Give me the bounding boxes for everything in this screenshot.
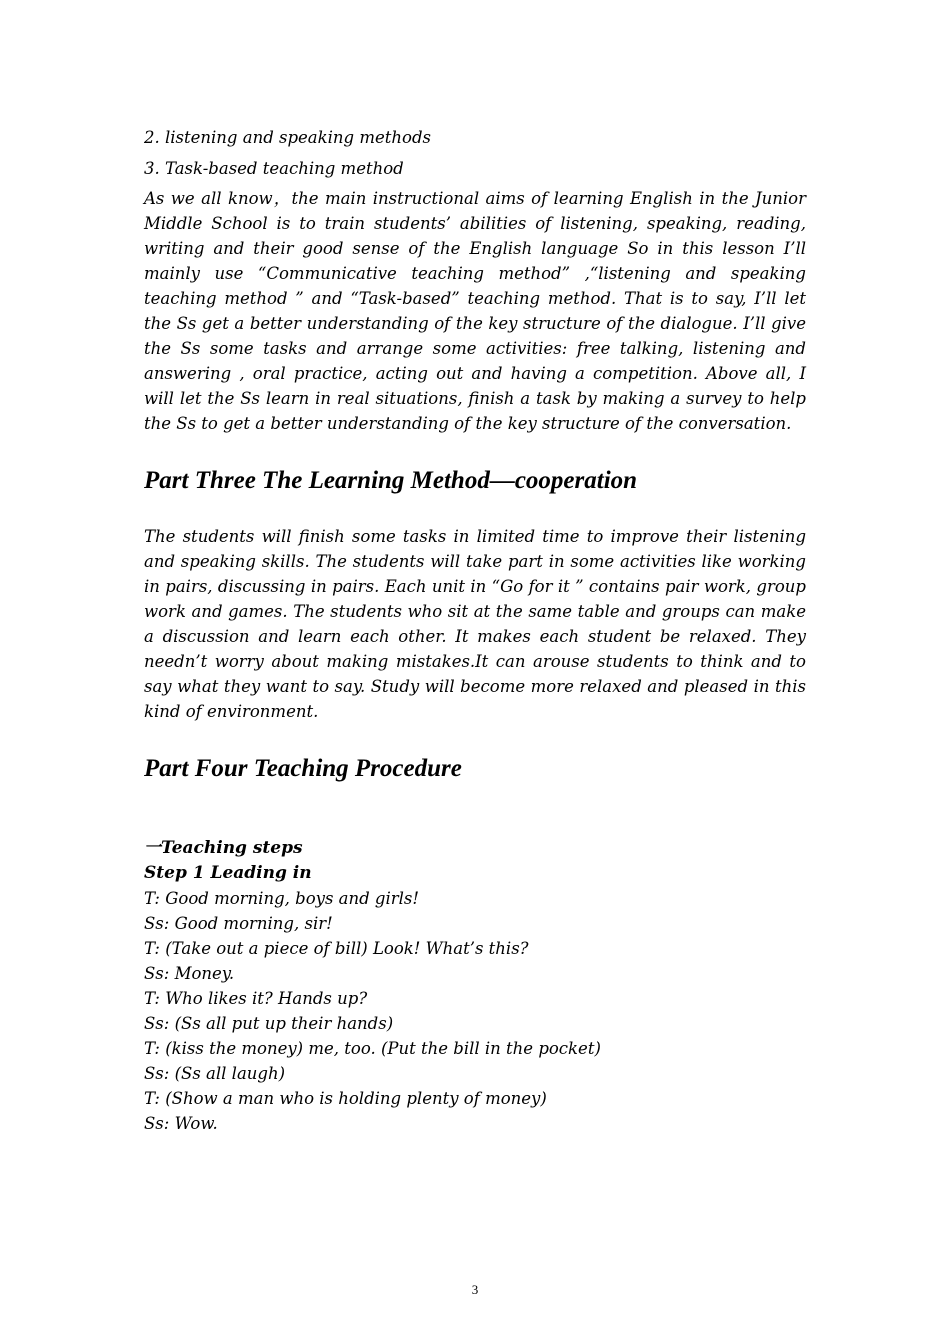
dialogue-line: T: (Show a man who is holding plenty of money)	[144, 1089, 547, 1108]
page-content	[144, 122, 806, 1136]
paragraph-learning-method: The students will finish some tasks in limited time to improve their listening and speaking skills. The students will take part in some activities like working in pairs, discussing in pairs. Each unit in “Go for it ” contains pair work, group work and games. The students who sit at the same table and groups can make a discussion and learn each other. It makes each student be relaxed. They needn’t worry about making mistakes.It can arouse students to think and to say what they want to say. Study will become more relaxed and pleased in this kind of environment.	[144, 527, 806, 721]
dialogue-line: T: (Take out a piece of bill) Look! What’s this?	[144, 939, 529, 958]
dialogue	[144, 886, 806, 1136]
dialogue-line: Ss: (Ss all put up their hands)	[144, 1014, 394, 1033]
list-item: 2. listening and speaking methods	[144, 128, 431, 147]
dialogue-line: Ss: (Ss all laugh)	[144, 1064, 286, 1083]
dialogue-line: Ss: Good morning, sir!	[144, 914, 333, 933]
dialogue-line: Ss: Money.	[144, 964, 235, 983]
teaching-steps-heading: 一Teaching steps	[144, 838, 303, 858]
dialogue-line: T: Who likes it? Hands up?	[144, 989, 368, 1008]
paragraph-teaching-methods: As we all know，the main instructional aims of learning English in the Junior Middle School is to train students’ abilities of listening, speaking, reading, writing and their good sense of the English language So in this lesson I’ll mainly use “Communicative teaching method” ,“listening and speaking teaching method ” and “Task-based” teaching method. That is to say, I’ll let the Ss get a better understanding of the key structure of the dialogue. I’ll give the Ss some tasks and arrange some activities: free talking, listening and answering , oral practice, acting out and having a competition. Above all, I will let the Ss learn in real situations, finish a task by making a survey to help the Ss to get a better understanding of the key structure of the conversation.	[144, 189, 806, 433]
step1-heading: Step 1 Leading in	[144, 863, 312, 883]
spacer	[144, 799, 806, 836]
list-item: 3. Task-based teaching method	[144, 159, 404, 178]
dialogue-line: T: Good morning, boys and girls!	[144, 889, 420, 908]
dialogue-line: T: (kiss the money) me, too. (Put the bill in the pocket)	[144, 1039, 601, 1058]
page-number: 3	[471, 1282, 479, 1297]
part-three-heading: Part Three The Learning Method—cooperation	[144, 467, 638, 494]
part-four-heading: Part Four Teaching Procedure	[144, 755, 462, 782]
dialogue-line: Ss: Wow.	[144, 1114, 218, 1133]
